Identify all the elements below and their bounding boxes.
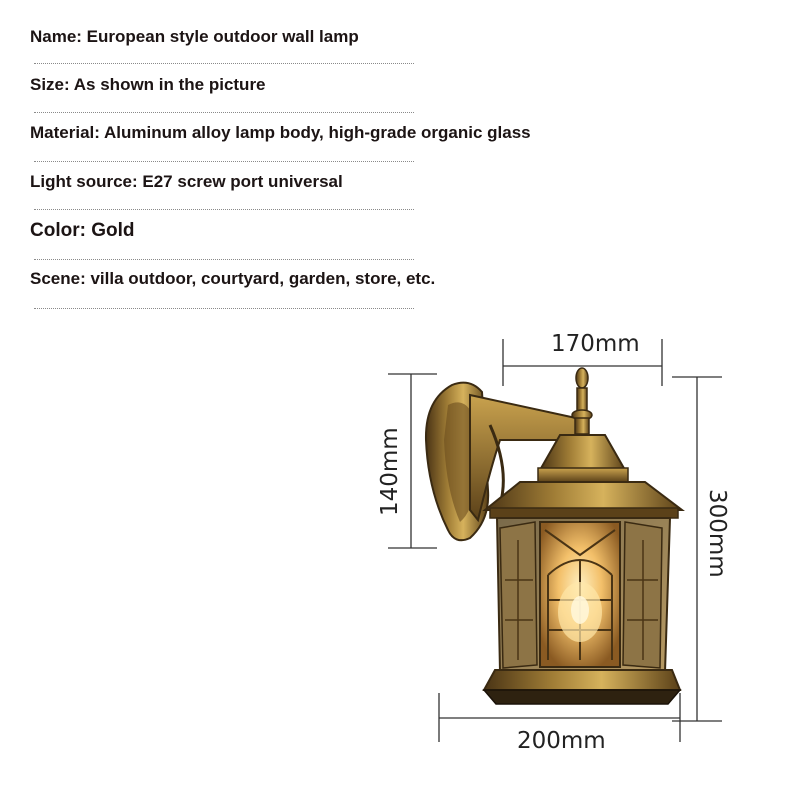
label-bracket-height: 140mm (377, 427, 403, 516)
spec-scene: Scene: villa outdoor, courtyard, garden, store, etc. (30, 269, 436, 288)
spec-light-source: Light source: E27 screw port universal (30, 172, 343, 191)
spec-size: Size: As shown in the picture (30, 75, 266, 94)
spec-name: Name: European style outdoor wall lamp (30, 27, 359, 46)
label-total-height: 300mm (704, 489, 730, 578)
lamp-base (484, 670, 680, 704)
label-top-width: 170mm (551, 331, 640, 357)
spec-material: Material: Aluminum alloy lamp body, high-grade organic glass (30, 123, 531, 142)
lamp-finial (572, 368, 592, 434)
lamp-roof (485, 435, 682, 518)
label-bottom-width: 200mm (517, 728, 606, 754)
lamp-lantern-body (497, 518, 670, 672)
spec-color: Color: Gold (30, 220, 135, 241)
